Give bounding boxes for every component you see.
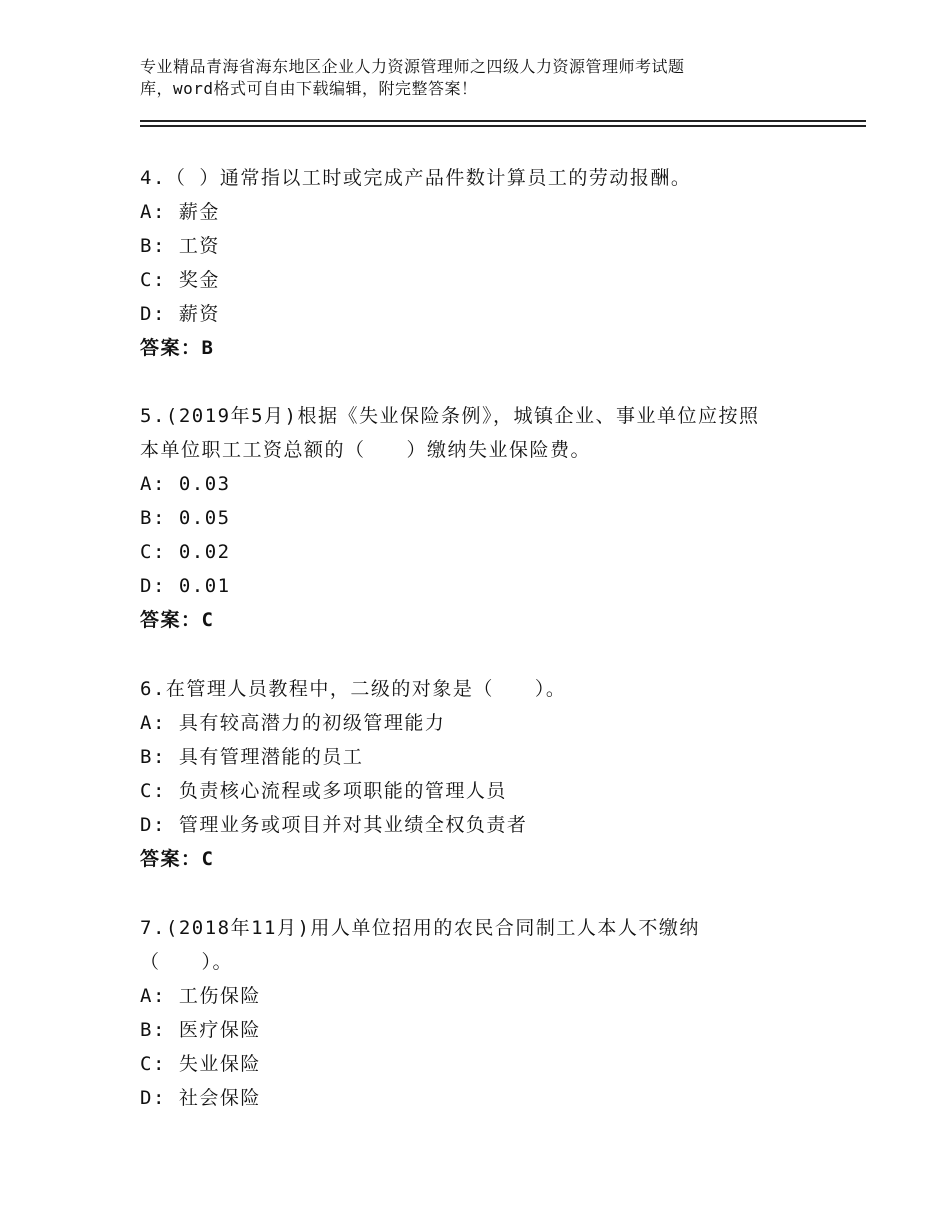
question-stem: 4.（ ）通常指以工时或完成产品件数计算员工的劳动报酬。	[140, 167, 692, 189]
question-stem-line-1: 5.(2019年5月)根据《失业保险条例》，城镇企业、事业单位应按照	[140, 405, 760, 427]
answer: 答案：C	[140, 848, 215, 870]
option-a: A: 工伤保险	[140, 985, 261, 1007]
option-b: B: 医疗保险	[140, 1019, 261, 1041]
question-stem-line-2: （ ）。	[140, 951, 234, 973]
option-a: A: 0.03	[140, 473, 231, 495]
question-5	[140, 399, 820, 637]
option-c: C: 奖金	[140, 269, 220, 291]
document-header	[140, 56, 780, 100]
question-stem: 6.在管理人员教程中，二级的对象是（ ）。	[140, 678, 567, 700]
question-stem-line-1: 7.(2018年11月)用人单位招用的农民合同制工人本人不缴纳	[140, 917, 700, 939]
question-7	[140, 911, 820, 1115]
option-d: D: 管理业务或项目并对其业绩全权负责者	[140, 814, 528, 836]
header-divider-top	[140, 120, 866, 122]
header-line-2: 库，word格式可自由下载编辑，附完整答案！	[140, 79, 478, 98]
option-c: C: 负责核心流程或多项职能的管理人员	[140, 780, 507, 802]
option-c: C: 失业保险	[140, 1053, 261, 1075]
answer: 答案：C	[140, 609, 215, 631]
question-4	[140, 161, 820, 365]
answer: 答案：B	[140, 337, 215, 359]
option-d: D: 0.01	[140, 575, 231, 597]
question-stem-line-2: 本单位职工工资总额的（ ）缴纳失业保险费。	[140, 439, 592, 461]
option-a: A: 薪金	[140, 201, 220, 223]
option-d: D: 薪资	[140, 303, 220, 325]
option-c: C: 0.02	[140, 541, 231, 563]
option-b: B: 工资	[140, 235, 220, 257]
question-6	[140, 672, 820, 876]
header-line-1: 专业精品青海省海东地区企业人力资源管理师之四级人力资源管理师考试题	[140, 57, 685, 76]
option-b: B: 具有管理潜能的员工	[140, 746, 364, 768]
option-b: B: 0.05	[140, 507, 231, 529]
option-d: D: 社会保险	[140, 1087, 261, 1109]
header-divider-bottom	[140, 125, 866, 127]
option-a: A: 具有较高潜力的初级管理能力	[140, 712, 446, 734]
